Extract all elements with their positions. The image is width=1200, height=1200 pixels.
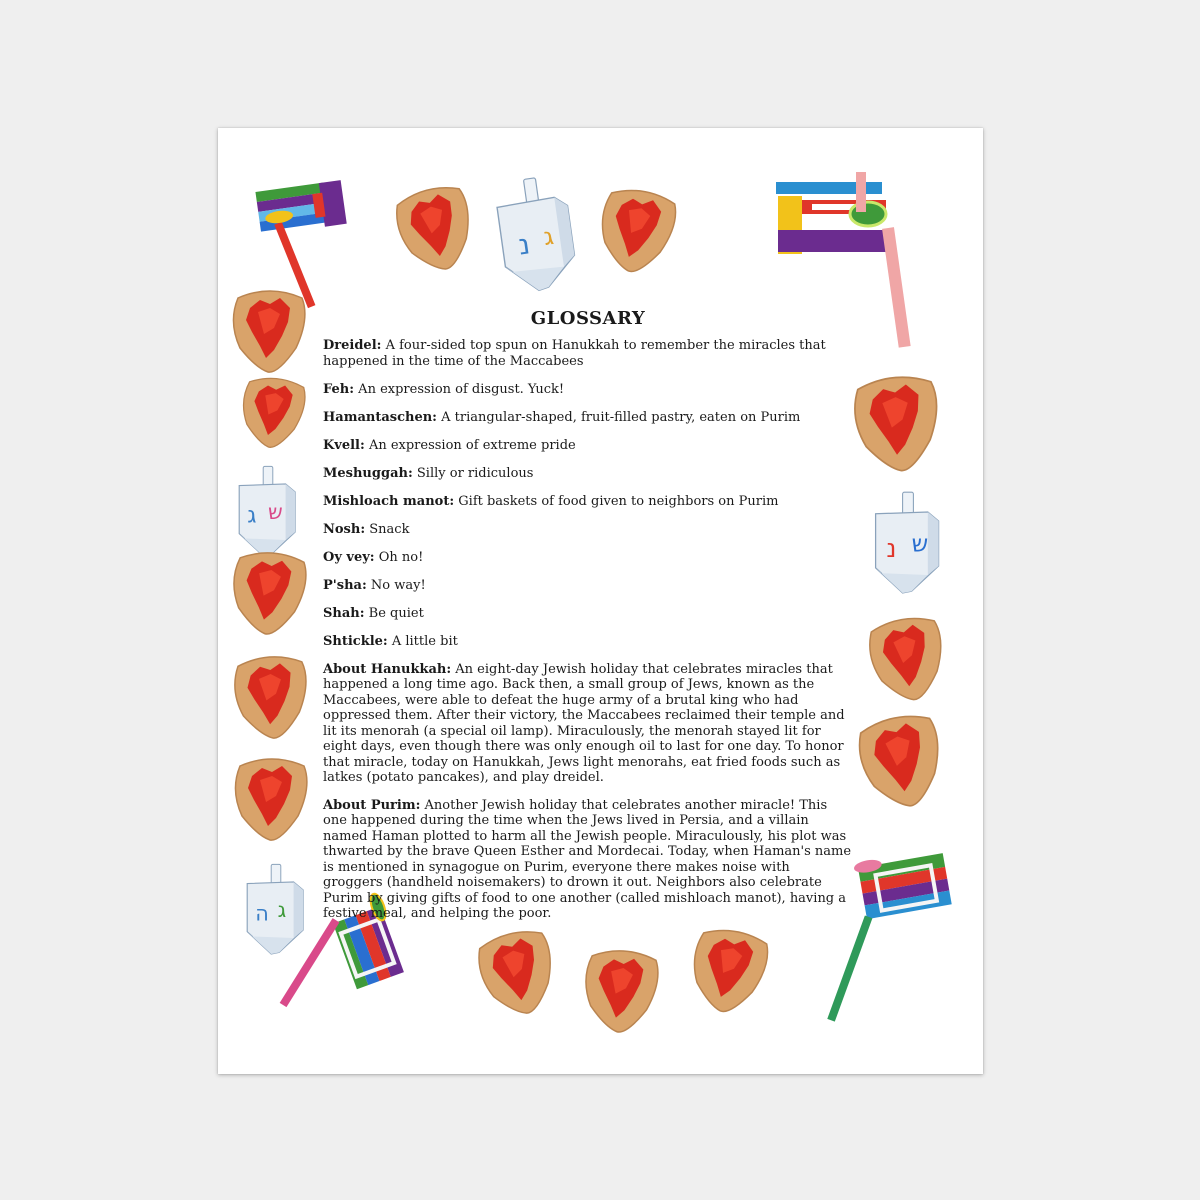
glossary-term: Feh: xyxy=(323,381,355,397)
hamantasch-illustration xyxy=(582,949,659,1035)
hamantasch-illustration xyxy=(233,655,310,741)
svg-text:נ: נ xyxy=(516,227,532,262)
glossary-definition: A triangular-shaped, fruit-filled pastry, eaten on Purim xyxy=(436,409,801,425)
glossary-definition: Silly or ridiculous xyxy=(412,465,534,481)
hamantasch-illustration xyxy=(239,375,307,450)
glossary-entry xyxy=(323,494,853,510)
svg-text:ה: ה xyxy=(255,901,269,926)
hamantasch-illustration xyxy=(852,373,943,474)
glossary-definition: Snack xyxy=(365,521,410,537)
hamantasch-illustration xyxy=(233,291,304,372)
hamantasch-illustration xyxy=(686,925,770,1017)
glossary-definition: Oh no! xyxy=(374,549,424,565)
glossary-entry xyxy=(323,438,853,454)
glossary-term: Nosh: xyxy=(323,521,366,537)
glossary-term: Meshuggah: xyxy=(323,465,413,481)
hamantasch-illustration xyxy=(230,551,307,637)
about-purim-paragraph xyxy=(323,798,853,922)
glossary-term: Hamantaschen: xyxy=(323,409,437,425)
svg-text:ש: ש xyxy=(911,529,929,558)
glossary-entry xyxy=(323,606,853,622)
glossary-entry xyxy=(323,466,853,482)
glossary-definition: An expression of disgust. Yuck! xyxy=(354,381,565,397)
glossary-term: Oy vey: xyxy=(323,549,375,565)
glossary-term: Kvell: xyxy=(323,437,365,453)
page-title: GLOSSARY xyxy=(530,308,646,329)
glossary-term: Mishloach manot: xyxy=(323,493,455,509)
glossary-entry xyxy=(323,410,853,426)
glossary-content xyxy=(323,308,853,934)
glossary-entry xyxy=(323,578,853,594)
glossary-definition: An expression of extreme pride xyxy=(364,437,576,453)
glossary-entry xyxy=(323,338,853,369)
hamantasch-illustration xyxy=(235,759,306,840)
dreidel-illustration xyxy=(494,174,579,295)
dreidel-illustration xyxy=(239,466,295,556)
glossary-term: Shah: xyxy=(323,605,365,621)
glossary-definition: A four-sided top spun on Hanukkah to remember the miracles that happened in the time of the Maccabees xyxy=(323,338,826,369)
glossary-definition: Be quiet xyxy=(364,605,424,621)
glossary-term: Shtickle: xyxy=(323,633,388,649)
hamantasch-illustration xyxy=(866,614,950,706)
glossary-term: P'sha: xyxy=(323,577,367,593)
dreidel-illustration xyxy=(247,864,303,954)
dreidel-illustration xyxy=(876,492,939,593)
glossary-entry xyxy=(323,522,853,538)
about-hanukkah-text: An eight-day Jewish holiday that celebrates miracles that happened a long time ago. Back then, a small group of Jews, known as the Maccabees, were able to defeat the huge army of a brutal king who had oppressed them. After their victory, the Maccabees reclaimed their temple and lit its menorah (a special oil lamp). Miraculously, the menorah stayed lit for eight days, even though there was only enough oil to last for one day. To honor that miracle, today on Hanukkah, Jews light menorahs, eat fried foods such as latkes (potato pancakes), and play dreidel. xyxy=(323,661,845,785)
about-hanukkah-paragraph xyxy=(323,662,853,786)
hamantasch-illustration xyxy=(474,926,563,1022)
glossary-term: Dreidel: xyxy=(323,338,382,353)
glossary-page xyxy=(218,128,983,1074)
hamantasch-illustration xyxy=(594,185,678,277)
svg-text:נ: נ xyxy=(886,534,897,563)
svg-text:ג: ג xyxy=(247,502,257,529)
glossary-definition: Gift baskets of food given to neighbors on Purim xyxy=(454,493,779,509)
svg-text:ג: ג xyxy=(277,898,287,923)
hamantasch-illustration xyxy=(854,710,949,814)
glossary-entry xyxy=(323,634,853,650)
about-hanukkah-heading: About Hanukkah: xyxy=(323,661,452,677)
glossary-definition: A little bit xyxy=(387,633,458,649)
svg-text:ג: ג xyxy=(541,221,556,252)
glossary-entry xyxy=(323,382,853,398)
glossary-definition: No way! xyxy=(366,577,426,593)
svg-text:ש: ש xyxy=(268,500,283,525)
glossary-entry xyxy=(323,550,853,566)
hamantasch-illustration xyxy=(391,181,481,278)
about-purim-heading: About Purim: xyxy=(323,797,421,813)
about-purim-text: Another Jewish holiday that celebrates another miracle! This one happened during the time when the Jews lived in Persia, and a villain named Haman plotted to harm all the Jewish people. Miraculously, his plot was thwarted by the brave Queen Esther and Mordecai. Today, when Haman's name is mentioned in synagogue on Purim, everyone there makes noise with groggers (handheld noisemakers) to drown it out. Neighbors also celebrate Purim by giving gifts of food to one another (called mishloach manot), having a festive meal, and helping the poor. xyxy=(323,797,852,921)
